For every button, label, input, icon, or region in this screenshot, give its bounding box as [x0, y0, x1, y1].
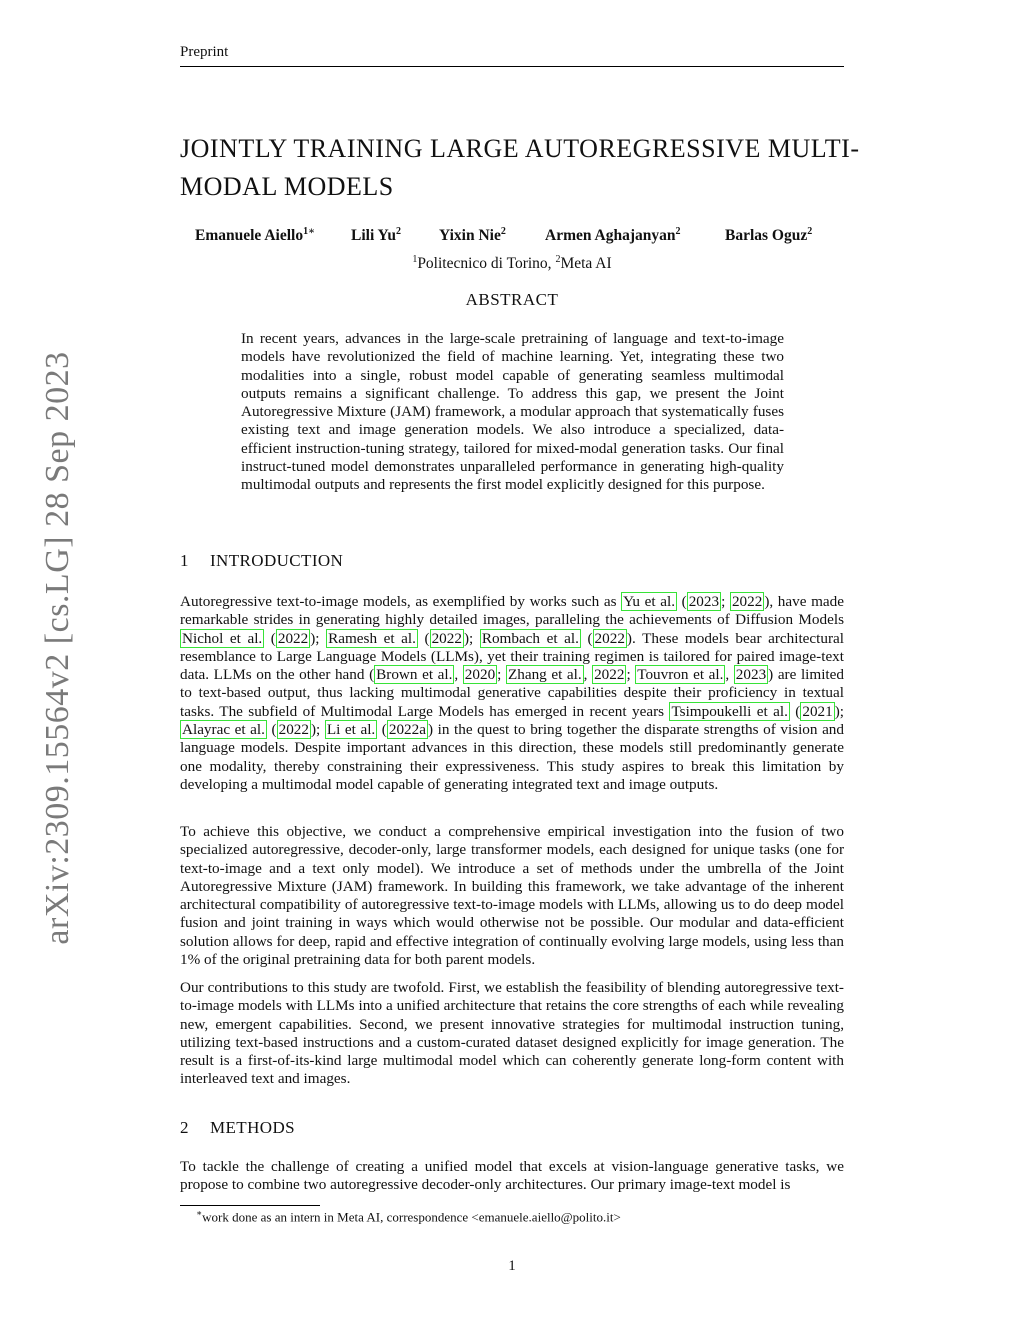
citation-link[interactable]: Touvron et al. — [637, 666, 724, 684]
citation-link[interactable]: 2023 — [688, 593, 720, 610]
section-heading-methods: 2 METHODS — [180, 1118, 295, 1137]
citation-link[interactable]: 2022 — [731, 593, 763, 610]
citation-link[interactable]: 2022 — [431, 629, 462, 647]
abstract-heading: ABSTRACT — [465, 290, 559, 309]
citation-link[interactable]: Tsimpoukelli et al. — [671, 702, 788, 720]
author-1: Emanuele Aiello$^{1∗}$ — [195, 226, 315, 245]
methods-paragraph-1: To tackle the challenge of creating a unified model that excels at vision-language generative tasks, we propose to combine two autoregressive decoder-only architectures. Our primary image-text model is — [180, 1158, 844, 1194]
author-2: Lili Yu$^2$ — [351, 226, 401, 245]
citation-link[interactable]: 2022 — [594, 629, 625, 647]
citation-link[interactable]: 2022 — [277, 629, 309, 647]
citation-link[interactable]: Rombach et al. — [481, 629, 579, 647]
citation-link[interactable]: 2022 — [594, 666, 625, 684]
citation-link[interactable]: Zhang et al. — [507, 666, 582, 684]
citation-link[interactable]: 2021 — [802, 702, 833, 720]
citation-link[interactable]: 2022 — [278, 721, 309, 739]
citation-link[interactable]: Yu et al. — [623, 593, 675, 610]
intro-paragraph-2: To achieve this objective, we conduct a comprehensive empirical investigation into the fusion of two specialized autoregressive, decoder-only, large transformer models, each designed for unique tasks (one for text-to-image and a text only model). We introduce a set of methods under the umbrella of the Joint Autoregressive Mixture (JAM) framework. In building this framework, we take advantage of the inherent architectural compatibility of autoregressive text-to-image models with LLMs, allowing us to do deep model fusion and joint training in ways which would otherwise not be possible. Our modular and data-efficient solution allows for deep, rapid and effective integration of continually evolving large models, using less than 1% of the original pretraining data for both parent models. — [180, 823, 844, 969]
author-5: Barlas Oguz$^2$ — [725, 226, 813, 245]
citation-link[interactable]: 2020 — [464, 666, 496, 684]
abstract-text: In recent years, advances in the large-scale pretraining of language and text-to-image models have revolutionized the field of machine learning. Yet, integrating these two modalities into a single, robust model capable of generating seamless multimodal outputs remains a significant challenge. To address this gap, we present the Joint Autoregressive Mixture (JAM) framework, a modular approach that systematically fuses existing text and image generation models. We also introduce a specialized, data-efficient instruction-tuning strategy, tailored for mixed-modal generation tasks. Our final instruct-tuned model demonstrates unparalleled performance in generating high-quality multimodal outputs and represents the first model explicitly designed for this purpose. — [241, 330, 784, 494]
citation-link[interactable]: Nichol et al. — [182, 629, 263, 647]
footnote: ∗work done as an intern in Meta AI, correspondence <emanuele.aiello@polito.it> — [196, 1208, 621, 1225]
citation-link[interactable]: Li et al. — [326, 721, 376, 739]
author-3: Yixin Nie$^2$ — [439, 226, 506, 245]
paper-title — [180, 130, 860, 206]
citation-link[interactable]: 2022a — [388, 721, 426, 739]
title-line-2: MODAL MODELS — [180, 172, 394, 201]
citation-link[interactable]: Brown et al. — [376, 666, 453, 684]
arxiv-stamp: arXiv:2309.15564v2 [cs.LG] 28 Sep 2023 — [39, 351, 76, 945]
running-head: Preprint — [180, 44, 229, 60]
affiliations: $^1$Politecnico di Torino, $^2$Meta AI — [412, 254, 612, 273]
author-4: Armen Aghajanyan$^2$ — [545, 226, 681, 245]
header-rule — [180, 66, 844, 67]
intro-paragraph-3: Our contributions to this study are twofold. First, we establish the feasibility of blending autoregressive text-to-image models with LLMs into a unified architecture that retains the core strengths of each while revealing new, emergent capabilities. Second, we present innovative strategies for multimodal instruction tuning, utilizing text-based instructions and a custom-curated dataset designed explicitly for image generation. The result is a first-of-its-kind large multimodal model which can coherently generate long-form content with interleaved text and images. — [180, 979, 844, 1088]
citation-link[interactable]: Alayrac et al. — [182, 721, 265, 739]
footnote-rule — [180, 1205, 320, 1206]
citation-link[interactable]: Ramesh et al. — [328, 629, 416, 647]
page-number: 1 — [508, 1258, 516, 1274]
title-line-1: JOINTLY TRAINING LARGE AUTOREGRESSIVE MULTI- — [180, 134, 860, 163]
citation-link[interactable]: 2023 — [735, 666, 767, 684]
intro-paragraph-1: Autoregressive text-to-image models, as exemplified by works such as Yu et al. ( 2023 ; 2022 ), have made remarkable strides in generating highly detailed images, paralleling the achievements of Diffusion Models Nichol et al. ( 2022 ); Ramesh et al. ( 2022 ); Rombach et al. ( 2022 ). These models bear architectural resemblance to Large Language Models (LLMs), yet their training regimen is tailored for paired image-text data. LLMs on the other hand ( Brown et al. , 2020 ; Zhang et al. , 2022 ; Touvron et al. , 2023 ) are limited to text-based output, thus lacking multimodal generative capabilities despite their proficiency in textual tasks. The subfield of Multimodal Large Models has emerged in recent years Tsimpoukelli et al. ( 2021 ); Alayrac et al. ( 2022 ); Li et al. ( 2022a ) in the quest to bring together the disparate strengths of vision and language models. Despite important advances in this direction, these models still predominantly generate one modality, thereby constraining their expressiveness. This study aspires to break this limitation by developing a multimodal model capable of generating integrated text and image outputs. — [180, 593, 844, 793]
section-heading-introduction: 1 INTRODUCTION — [180, 551, 344, 570]
